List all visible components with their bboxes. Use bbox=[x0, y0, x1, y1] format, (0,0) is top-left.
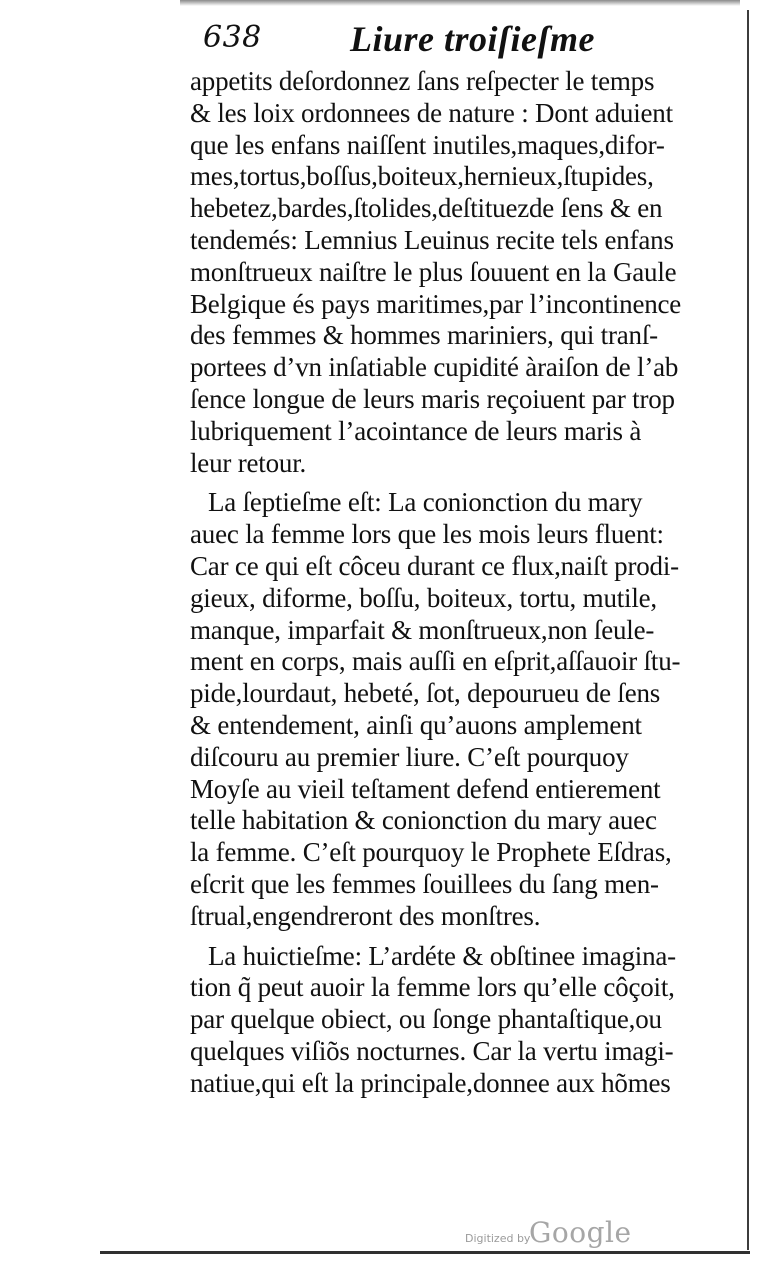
text-line: hebetez,bardes,ſtolides,deſtituezde ſens & en bbox=[190, 193, 663, 224]
text-line: natiue,qui eſt la principale,donnee aux hõmes bbox=[190, 1067, 671, 1098]
text-line: tendemés: Lemnius Leuinus recite tels enfans bbox=[190, 224, 674, 255]
text-line: Car ce qui eſt côceu durant ce flux,naiſt prodi- bbox=[190, 550, 679, 581]
text-line: des femmes & hommes mariniers, qui tranſ- bbox=[190, 320, 658, 351]
text-line: par quelque obiect, ou ſonge phantaſtique,ou bbox=[190, 1004, 662, 1035]
text-line: gieux, diforme, boſſu, boiteux, tortu, mutile, bbox=[190, 582, 657, 613]
text-line: ſence longue de leurs maris reçoiuent par trop bbox=[190, 383, 675, 414]
paragraph-gap bbox=[190, 933, 730, 941]
text-line: manque, imparfait & monſtrueux,non ſeule- bbox=[190, 614, 655, 645]
paragraph-first-line: La ſeptieſme eſt: La conionction du mary bbox=[208, 487, 643, 518]
page-header bbox=[195, 14, 715, 64]
page-body-text bbox=[190, 66, 730, 1100]
google-logo-text: Google bbox=[529, 1216, 632, 1249]
text-line: Moyſe au vieil teſtament defend entierement bbox=[190, 773, 661, 804]
text-line: eſcrit que les femmes ſouillees du ſang men- bbox=[190, 868, 659, 899]
text-line: ment en corps, mais auſſi en eſprit,aſſauoir ſtu- bbox=[190, 646, 681, 677]
text-line: telle habitation & conionction du mary auec bbox=[190, 805, 657, 836]
text-line: leur retour. bbox=[190, 447, 307, 478]
text-line: pide,lourdaut, hebeté, ſot, depourueu de ſens bbox=[190, 678, 661, 709]
paragraph-gap bbox=[190, 479, 730, 487]
scan-top-edge-shadow bbox=[180, 0, 740, 6]
running-title: Liure troiſieſme bbox=[350, 19, 595, 59]
text-line: appetits deſordonnez ſans reſpecter le temps bbox=[190, 66, 655, 96]
page-number: 638 bbox=[203, 20, 262, 55]
text-line: portees d’vn inſatiable cupidité àraiſon de l’ab bbox=[190, 352, 679, 383]
text-line: quelques viſiõs nocturnes. Car la vertu imagi- bbox=[190, 1035, 674, 1066]
text-line: ſtrual,engendreront des monſtres. bbox=[190, 900, 541, 931]
text-line: diſcouru au premier liure. C’eſt pourquoy bbox=[190, 741, 629, 772]
text-line: & les loix ordonnees de nature : Dont aduient bbox=[190, 97, 673, 128]
paragraph-first-line: La huictieſme: L’ardéte & obſtinee imagina- bbox=[208, 940, 676, 971]
page-right-edge-line bbox=[747, 10, 749, 1250]
text-line: lubriquement l’acointance de leurs maris à bbox=[190, 415, 642, 446]
text-line: mes,tortus,boſſus,boiteux,hernieux,ſtupides, bbox=[190, 161, 654, 192]
text-line: tion q̃ peut auoir la femme lors qu’elle côçoit, bbox=[190, 972, 675, 1003]
text-line: auec la femme lors que les mois leurs fluent: bbox=[190, 519, 664, 550]
text-line: que les enfans naiſſent inutiles,maques,difor- bbox=[190, 129, 665, 160]
text-line: monſtrueux naiſtre le plus ſouuent en la Gaule bbox=[190, 256, 677, 287]
digitized-by-text: Digitized by bbox=[465, 1232, 531, 1245]
digitized-by-google-watermark bbox=[465, 1216, 665, 1256]
text-line: & entendement, ainſi qu’auons amplement bbox=[190, 709, 642, 740]
text-line: Belgique és pays maritimes,par l’incontinence bbox=[190, 288, 682, 319]
text-line: la femme. C’eſt pourquoy le Prophete Eſdras, bbox=[190, 837, 672, 868]
